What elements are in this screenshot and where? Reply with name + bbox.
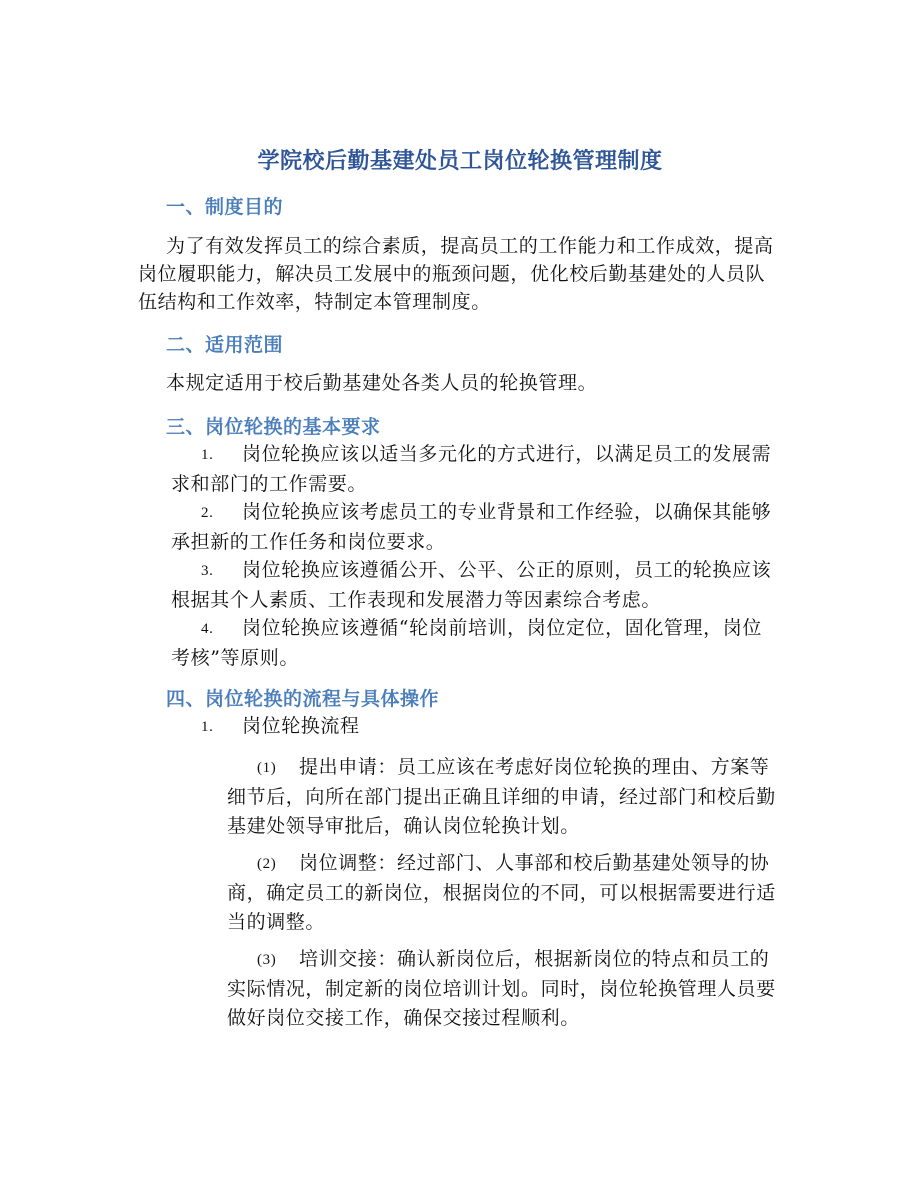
list-item (171, 556, 781, 615)
sub-list-item-number: (3) (257, 952, 277, 968)
sub-list-item (227, 753, 787, 841)
list-item-text: 岗位轮换应该以适当多元化的方式进行，以满足员工的发展需求和部门的工作需要。 (171, 443, 772, 495)
sub-list-item (227, 849, 787, 937)
section-heading-requirements: 三、岗位轮换的基本要求 (166, 416, 381, 438)
list-item-text: 岗位轮换应该遵循公开、公平、公正的原则，员工的轮换应该根据其个人素质、工作表现和发展潜力等因素综合考虑。 (171, 559, 772, 611)
sub-list-item-text: 岗位调整：经过部门、人事部和校后勤基建处领导的协商，确定员工的新岗位，根据岗位的不同，可以根据需要进行适当的调整。 (227, 852, 776, 933)
list-item (171, 498, 781, 557)
section-heading-process: 四、岗位轮换的流程与具体操作 (166, 688, 440, 710)
list-item-text: 岗位轮换流程 (242, 715, 360, 737)
list-item-text: 岗位轮换应该遵循“轮岗前培训，岗位定位，固化管理，岗位考核”等原则。 (171, 617, 762, 669)
list-item (171, 440, 781, 499)
section-heading-purpose: 一、制度目的 (166, 196, 284, 218)
list-item-number: 1. (201, 719, 214, 735)
list-item-number: 3. (201, 563, 214, 579)
sub-list-item-number: (2) (257, 856, 277, 872)
sub-list-item-text: 培训交接：确认新岗位后，根据新岗位的特点和员工的实际情况，制定新的岗位培训计划。同时，岗位轮换管理人员要做好岗位交接工作，确保交接过程顺利。 (227, 948, 776, 1029)
section-paragraph-purpose: 为了有效发挥员工的综合素质，提高员工的工作能力和工作成效，提高岗位履职能力，解决员工发展中的瓶颈问题，优化校后勤基建处的人员队伍结构和工作效率，特制定本管理制度。 (138, 235, 774, 313)
list-item-number: 4. (201, 621, 214, 637)
sub-list-item-number: (1) (257, 760, 277, 776)
section-heading-scope: 二、适用范围 (166, 334, 284, 356)
section-paragraph-scope: 本规定适用于校后勤基建处各类人员的轮换管理。 (166, 372, 598, 394)
list-item-number: 1. (201, 447, 214, 463)
list-item-number: 2. (201, 505, 214, 521)
sub-list-item (227, 945, 787, 1033)
document-title: 学院校后勤基建处员工岗位轮换管理制度 (257, 148, 663, 174)
list-item (171, 614, 781, 673)
sub-list-item-text: 提出申请：员工应该在考虑好岗位轮换的理由、方案等细节后，向所在部门提出正确且详细的申请，经过部门和校后勤基建处领导审批后，确认岗位轮换计划。 (227, 756, 776, 837)
list-item (171, 712, 781, 742)
list-item-text: 岗位轮换应该考虑员工的专业背景和工作经验，以确保其能够承担新的工作任务和岗位要求。 (171, 501, 772, 553)
